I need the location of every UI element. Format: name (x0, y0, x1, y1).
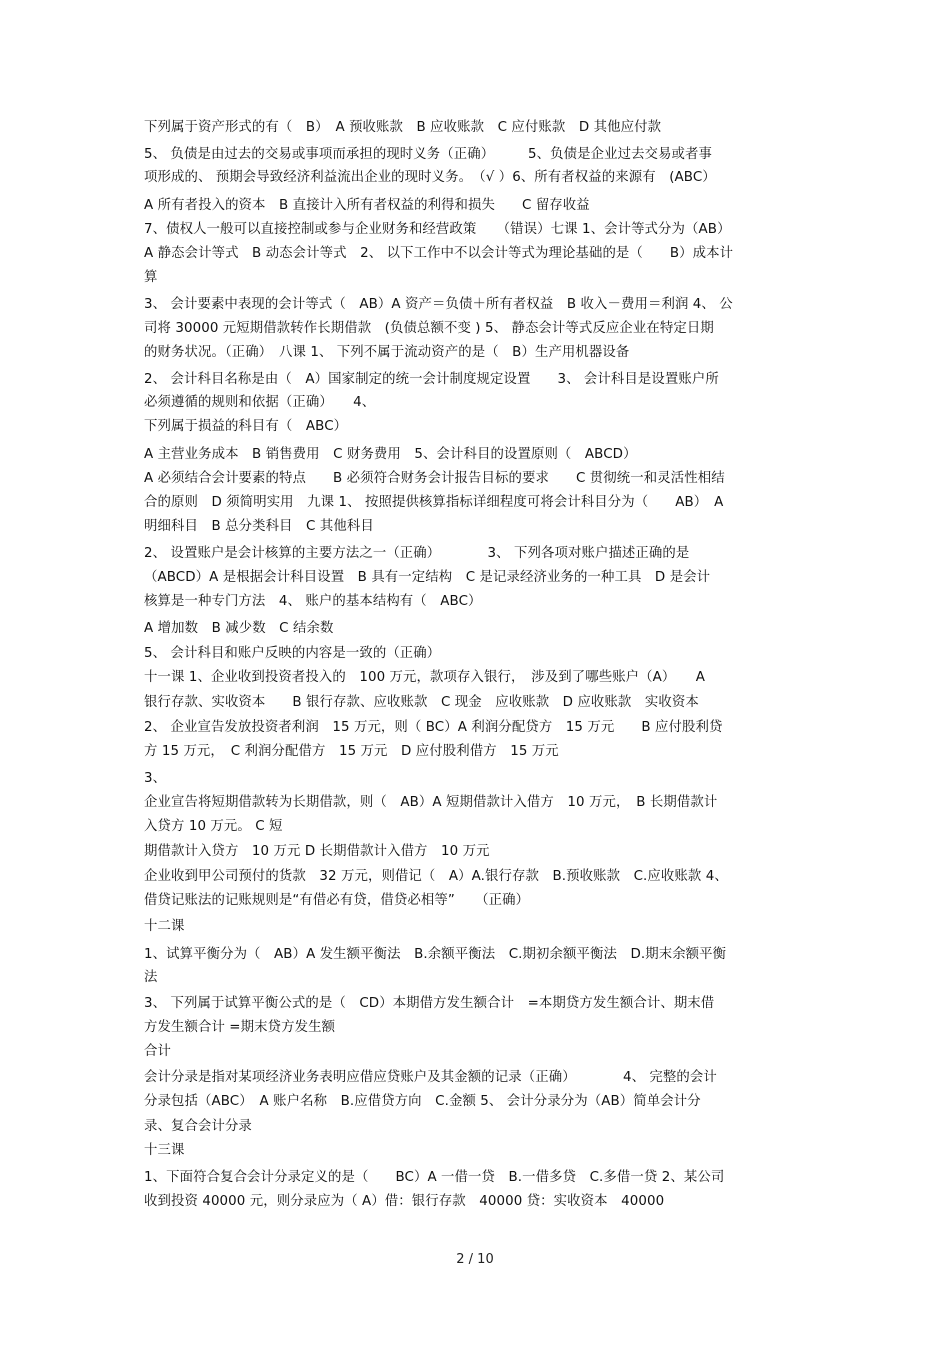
text-line: 1、下面符合复合会计分录定义的是（ BC）A 一借一贷 B.一借多贷 C.多借一贷 2、某公司 (144, 1170, 725, 1185)
text-line: 十二课 (144, 919, 185, 934)
text-line: 2、 企业宣告发放投资者利润 15 万元，则（ BC）A 利润分配贷方 15 万元 B 应付股利贷 (144, 720, 723, 735)
text-line: 核算是一种专门方法 4、 账户的基本结构有（ ABC） (144, 594, 482, 609)
text-line: A 增加数 B 减少数 C 结余数 (144, 621, 334, 636)
text-line: A 所有者投入的资本 B 直接计入所有者权益的利得和损失 C 留存收益 (144, 198, 590, 213)
text-line: 银行存款、实收资本 B 银行存款、应收账款 C 现金 应收账款 D 应收账款 实收资本 (144, 695, 699, 710)
text-line: 下列属于资产形式的有（ B） A 预收账款 B 应收账款 C 应付账款 D 其他应付款 (144, 120, 662, 135)
text-line: 的财务状况。（正确） 八课 1、 下列不属于流动资产的是（ B）生产用机器设备 (144, 345, 630, 360)
text-line: 5、 会计科目和账户反映的内容是一致的（正确） (144, 646, 441, 661)
text-line: 2、 设置账户是会计核算的主要方法之一（正确） 3、 下列各项对账户描述正确的是 (144, 546, 690, 561)
text-line: 法 (144, 970, 158, 985)
text-line: 3、 下列属于试算平衡公式的是（ CD）本期借方发生额合计 =本期贷方发生额合计、期末借 (144, 996, 715, 1011)
text-line: （ABCD）A 是根据会计科目设置 B 具有一定结构 C 是记录经济业务的一种工具 D 是会计 (144, 570, 711, 585)
text-line: 借贷记账法的记账规则是“有借必有贷，借贷必相等” （正确） (144, 893, 530, 908)
text-line: 录、复合会计分录 (144, 1119, 252, 1134)
text-line: 方 15 万元， C 利润分配借方 15 万元 D 应付股利借方 15 万元 (144, 744, 559, 759)
text-line: A 必须结合会计要素的特点 B 必须符合财务会计报告目标的要求 C 贯彻统一和灵活性相结 (144, 471, 725, 486)
text-line: 算 (144, 270, 158, 285)
text-line: 2、 会计科目名称是由（ A）国家制定的统一会计制度规定设置 3、 会计科目是设置账户所 (144, 372, 719, 387)
text-line: 项形成的、 预期会导致经济利益流出企业的现时义务。 （√ ）6、所有者权益的来源有 (ABC） (144, 170, 716, 185)
text-line: 司将 30000 元短期借款转作长期借款 (负债总额不变 ) 5、 静态会计等式反应企业在特定日期 (144, 321, 714, 336)
text-line: 7、债权人一般可以直接控制或参与企业财务和经营政策 （错误）七课 1、会计等式分为（AB） (144, 222, 731, 237)
text-line: 合的原则 D 须简明实用 九课 1、 按照提供核算指标详细程度可将会计科目分为（ AB） A (144, 495, 724, 510)
text-line: 合计 (144, 1044, 171, 1059)
text-line: 企业收到甲公司预付的货款 32 万元，则借记（ A）A.银行存款 B.预收账款 C.应收账款 4、 (144, 869, 728, 884)
text-line: 会计分录是指对某项经济业务表明应借应贷账户及其金额的记录（正确） 4、 完整的会计 (144, 1070, 717, 1085)
text-line: 3、 (144, 771, 167, 786)
text-line: 1、试算平衡分为（ AB）A 发生额平衡法 B.余额平衡法 C.期初余额平衡法 D.期末余额平衡 (144, 947, 727, 962)
page-number: 2 / 10 (456, 1252, 494, 1267)
text-line: 期借款计入贷方 10 万元 D 长期借款计入借方 10 万元 (144, 844, 490, 859)
text-line: 5、 负债是由过去的交易或事项而承担的现时义务（正确） 5、负债是企业过去交易或者事 (144, 147, 713, 162)
text-line: 3、 会计要素中表现的会计等式（ AB）A 资产＝负债＋所有者权益 B 收入－费用＝利润 4、 公 (144, 297, 733, 312)
text-line: A 静态会计等式 B 动态会计等式 2、 以下工作中不以会计等式为理论基础的是（ B）成本计 (144, 246, 734, 261)
text-line: 十三课 (144, 1143, 185, 1158)
text-line: 方发生额合计 =期末贷方发生额 (144, 1020, 336, 1035)
text-line: 明细科目 B 总分类科目 C 其他科目 (144, 519, 374, 534)
text-line: 企业宣告将短期借款转为长期借款，则（ AB）A 短期借款计入借方 10 万元， B 长期借款计 (144, 795, 718, 810)
text-line: A 主营业务成本 B 销售费用 C 财务费用 5、会计科目的设置原则（ ABCD） (144, 447, 637, 462)
text-line: 收到投资 40000 元，则分录应为（ A）借：银行存款 40000 贷：实收资本 40000 (144, 1194, 665, 1209)
text-line: 分录包括（ABC） A 账户名称 B.应借贷方向 C.金额 5、 会计分录分为（AB）简单会计分 (144, 1094, 701, 1109)
text-line: 入贷方 10 万元。 C 短 (144, 819, 283, 834)
text-line: 十一课 1、企业收到投资者投入的 100 万元，款项存入银行， 涉及到了哪些账户（A） A (144, 670, 705, 685)
text-line: 下列属于损益的科目有（ ABC） (144, 419, 348, 434)
text-line: 必须遵循的规则和依据（正确） 4、 (144, 395, 376, 410)
